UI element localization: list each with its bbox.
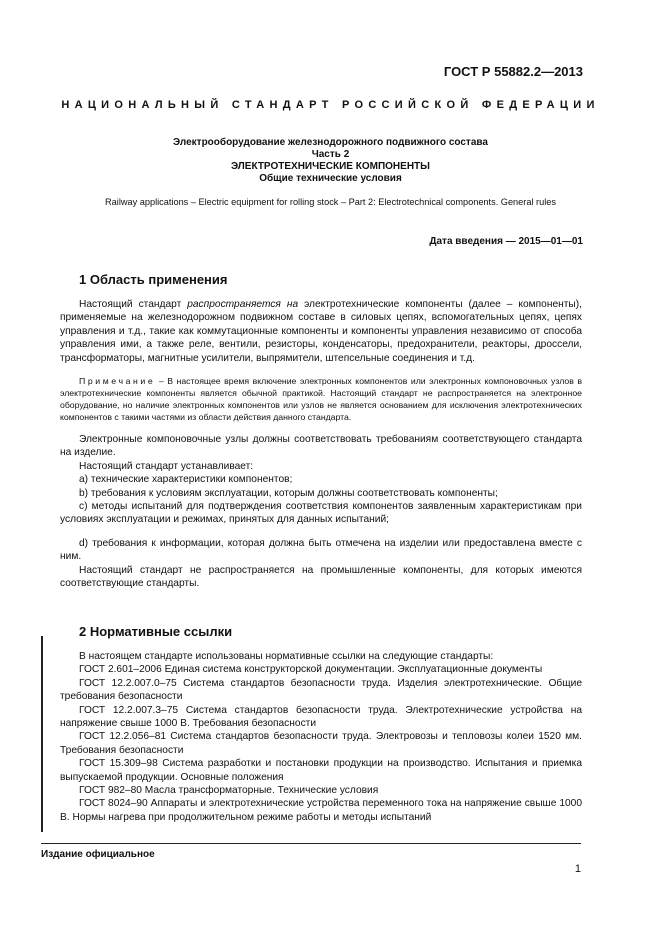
scope-paragraph <box>60 298 582 365</box>
footer-divider <box>41 843 581 844</box>
national-standard-banner: НАЦИОНАЛЬНЫЙ СТАНДАРТ РОССИЙСКОЙ ФЕДЕРАЦИИ <box>61 99 600 111</box>
title-block <box>0 137 661 185</box>
title-line-4: Общие технические условия <box>259 173 402 184</box>
paragraph: Электронные компоновочные узлы должны соответствовать требованиям соответствующего стандарта на изделие. <box>60 434 582 459</box>
note <box>60 375 582 423</box>
page-number: 1 <box>574 863 581 875</box>
scope-text-rest: электротехнические компоненты (далее – компоненты), применяемые на железнодорожном подвижном составе в силовых цепях, вспомогательных цепях, цепях управления и т.д., такие как коммутационные компоненты и компоненты управления независимо от способа управления ими, а также реле, вентили, резисторы, конденсаторы, предохранители, реакторы, дроссели, трансформаторы, магнитные усилители, выпрямители, штепсельные соединения и т.д. <box>60 299 582 364</box>
reference-item: ГОСТ 2.601–2006 Единая система конструкторской документации. Эксплуатационные документы <box>79 664 543 676</box>
scope-text-italic: распространяется на <box>187 299 299 310</box>
paragraph: Настоящий стандарт устанавливает: <box>79 460 254 472</box>
section-1-heading: 1 Область применения <box>79 272 228 287</box>
note-label: Примечание <box>79 376 156 387</box>
references-intro: В настоящем стандарте использованы нормативные ссылки на следующие стандарты: <box>79 651 494 662</box>
section-1-body <box>60 298 582 591</box>
list-item-a: a) технические характеристики компонентов; <box>79 474 293 486</box>
list-item-c: c) методы испытаний для подтверждения соответствия компонентов заявленным характеристикам при условиях эксплуатации и режимах, принятых для данных испытаний; <box>60 501 582 526</box>
introduction-date: Дата введения — 2015—01—01 <box>429 236 583 247</box>
note-text: – В настоящее время включение электронных компонентов или электронных компоновочных узлов в электротехнические компоненты является обычной практикой. Настоящий стандарт не распространяется на электронное оборудование, но наличие электронных компонентов или узлов не является основанием для исключения электротехнических компонентов с такими частями из области действия данного стандарта. <box>60 376 582 423</box>
list-item-b: b) требования к условиям эксплуатации, которым должны соответствовать компоненты; <box>79 487 498 499</box>
reference-item: ГОСТ 15.309–98 Система разработки и постановки продукции на производство. Испытания и приемка выпускаемой продукции. Основные положения <box>60 758 582 783</box>
list-item-d: d) требования к информации, которая должна быть отмечена на изделии или предоставлена вместе с ним. <box>60 537 582 563</box>
reference-item: ГОСТ 982–80 Масла трансформаторные. Технические условия <box>79 785 379 797</box>
title-line-3: ЭЛЕКТРОТЕХНИЧЕСКИЕ КОМПОНЕНТЫ <box>231 161 430 172</box>
scope-text-start: Настоящий стандарт <box>79 299 188 310</box>
section-2-body <box>60 650 582 824</box>
english-title: Railway applications – Electric equipment for rolling stock – Part 2: Electrotechnical components. General rules <box>105 197 556 207</box>
title-line-2: Часть 2 <box>311 149 350 160</box>
section-2-heading: 2 Нормативные ссылки <box>79 624 233 639</box>
standard-code: ГОСТ Р 55882.2—2013 <box>443 64 583 79</box>
reference-item: ГОСТ 8024–90 Аппараты и электротехнические устройства переменного тока на напряжение свыше 1000 В. Нормы нагрева при продолжительном режиме работы и методы испытаний <box>60 798 582 823</box>
reference-item: ГОСТ 12.2.007.0–75 Система стандартов безопасности труда. Изделия электротехнические. Общие требования безопасности <box>60 677 582 703</box>
reference-item: ГОСТ 12.2.007.3–75 Система стандартов безопасности труда. Электротехнические устройства на напряжение свыше 1000 В. Требования безопасности <box>60 704 582 730</box>
official-edition-label: Издание официальное <box>41 849 155 860</box>
paragraph: Настоящий стандарт не распространяется на промышленные компоненты, для которых имеются соответствующие стандарты. <box>60 564 582 590</box>
title-line-1: Электрооборудование железнодорожного подвижного состава <box>173 137 488 148</box>
change-bar <box>41 636 43 832</box>
reference-item: ГОСТ 12.2.056–81 Система стандартов безопасности труда. Электровозы и тепловозы колеи 1520 мм. Требования безопасности <box>60 731 582 756</box>
